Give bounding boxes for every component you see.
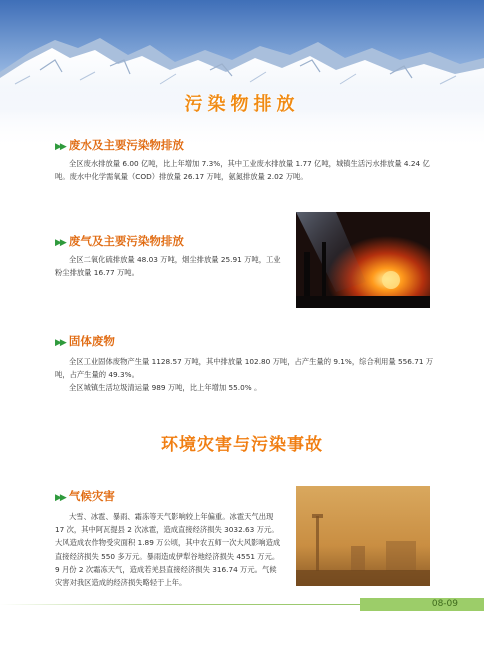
sandstorm-photo	[296, 486, 430, 586]
section-heading-text: 废气及主要污染物排放	[68, 234, 184, 248]
paragraph: 全区二氧化硫排放量 48.03 万吨，烟尘排放量 25.91 万吨，工业粉尘排放量 16.77 万吨。	[55, 255, 281, 278]
mountain-banner-image	[0, 0, 484, 150]
section-heading-solid-waste	[55, 333, 115, 349]
double-triangle-arrow-icon: ▶▶	[55, 338, 65, 348]
factory-furnace-photo	[296, 212, 430, 308]
section-heading-text: 固体废物	[68, 334, 115, 348]
section-heading-exhaust-gas	[55, 233, 184, 249]
disaster-title: 环境灾害与污染事故	[161, 435, 323, 455]
section-heading-text: 废水及主要污染物排放	[68, 138, 184, 152]
double-triangle-arrow-icon: ▶▶	[55, 238, 65, 248]
page-number: 08-09	[431, 599, 458, 609]
section-body-wastewater	[55, 157, 437, 183]
page-number-tab	[360, 598, 484, 611]
paragraph: 全区废水排放量 6.00 亿吨，比上年增加 7.3%，其中工业废水排放量 1.77 亿吨，城镇生活污水排放量 4.24 亿吨。废水中化学需氧量（COD）排放量 26.17 万吨，氨氮排放量 2.02 万吨。	[55, 159, 430, 182]
paragraph: 全区城镇生活垃圾清运量 989 万吨，比上年增加 55.0% 。	[69, 383, 262, 393]
page-title: 污染物排放	[184, 94, 300, 115]
mountain-banner	[0, 0, 484, 150]
section-heading-climate-disaster	[55, 488, 115, 504]
paragraph: 全区工业固体废物产生量 1128.57 万吨，其中排放量 102.80 万吨，占产生量的 9.1%，综合利用量 556.71 万吨，占产生量的 49.3%。	[55, 357, 434, 380]
section-heading-text: 气候灾害	[68, 489, 115, 503]
double-triangle-arrow-icon: ▶▶	[55, 493, 65, 503]
section-body-climate-disaster	[55, 510, 283, 589]
paragraph: 大雪、冰雹、暴雨、霜冻等天气影响较上年偏重。冰雹天气出现 17 次，其中阿瓦提县 2 次冰雹，造成直接经济损失 3032.63 万元。大风造成农作物受灾面积 1.89 万公顷，其中农五师一次大风影响造成直接经济损失 550 多万元。暴雨造成伊犁谷地经济损失 4551 万元。9 月份 2 次霜冻天气，造成若羌县直接经济损失 316.74 万元。气候灾害对我区造成的经济损失略轻于上年。	[55, 512, 281, 588]
section-body-exhaust-gas	[55, 253, 283, 279]
double-triangle-arrow-icon: ▶▶	[55, 142, 65, 152]
section-body-solid-waste	[55, 355, 437, 395]
section-heading-wastewater	[55, 137, 184, 153]
